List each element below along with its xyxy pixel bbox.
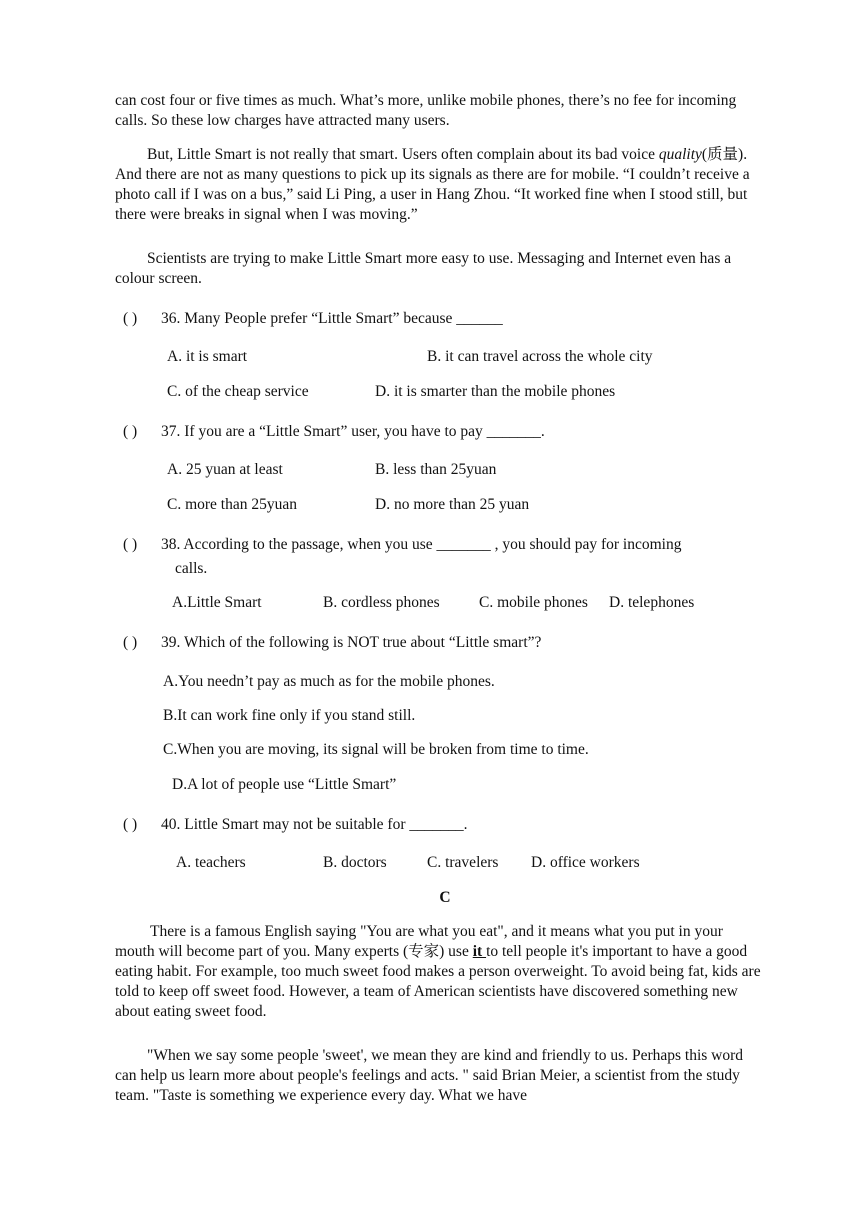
paragraph-2-text-end: (质量). And there are not as many questions to pick up its signals as there are for mobile. “I couldn’t receive a photo call if I was on a bus,” said Li Ping, a user in Hang Zhou. “It worked fine when I stood still, but there were breaks in signal when I was moving.” <box>115 146 750 223</box>
question-40-option-b: B. doctors <box>323 854 387 871</box>
question-36-stem: 36. Many People prefer “Little Smart” because ______ <box>161 310 503 327</box>
passage-b-paragraph-2 <box>115 145 765 225</box>
question-39 <box>123 633 763 653</box>
passage-b-paragraph-3: Scientists are trying to make Little Smart more easy to use. Messaging and Internet even has a colour screen. <box>115 250 732 287</box>
question-38 <box>123 535 763 555</box>
question-40 <box>123 815 763 835</box>
paragraph-1-text-start: There is a famous English saying "You are what you eat", and it means what you put in your mouth will become part of you. Many experts (专家) use <box>115 923 723 960</box>
question-40-option-c: C. travelers <box>427 854 499 871</box>
answer-blank-parens[interactable]: ( ) <box>123 536 138 553</box>
paragraph-1-text-end: to tell people it's important to have a good eating habit. For example, too much sweet food makes a person overweight. To avoid being fat, kids are told to keep off sweet food. However, a team of American scientists have discovered something new about eating sweet food. <box>115 943 761 1020</box>
passage-b-paragraph-1: can cost four or five times as much. What’s more, unlike mobile phones, there’s no fee for incoming calls. So these low charges have attracted many users. <box>115 92 737 129</box>
italic-word-quality: quality <box>658 146 702 163</box>
answer-blank-parens[interactable]: ( ) <box>123 423 138 440</box>
question-37-option-d: D. no more than 25 yuan <box>375 496 530 513</box>
section-c-heading: C <box>439 889 451 906</box>
question-37-option-b: B. less than 25yuan <box>375 461 497 478</box>
question-39-option-a: A.You needn’t pay as much as for the mobile phones. <box>163 673 495 690</box>
question-36-option-c: C. of the cheap service <box>167 383 309 400</box>
question-37-option-a: A. 25 yuan at least <box>167 461 283 478</box>
section-c-paragraph-2: "When we say some people 'sweet', we mean they are kind and friendly to us. Perhaps this word can help us learn more about people's feelings and acts. " said Brian Meier, a scientist from the study team. "Taste is something we experience every day. What we have <box>115 1047 744 1104</box>
question-38-option-d: D. telephones <box>609 594 695 611</box>
question-38-stem-continued: calls. <box>175 560 208 577</box>
question-39-option-b: B.It can work fine only if you stand still. <box>163 707 416 724</box>
question-37-stem: 37. If you are a “Little Smart” user, you have to pay _______. <box>161 423 545 440</box>
paragraph-2-text-start: But, Little Smart is not really that smart. Users often complain about its bad voice <box>147 146 659 163</box>
question-36 <box>123 309 763 329</box>
answer-blank-parens[interactable]: ( ) <box>123 634 138 651</box>
question-39-stem: 39. Which of the following is NOT true about “Little smart”? <box>161 634 542 651</box>
question-36-option-d: D. it is smarter than the mobile phones <box>375 383 616 400</box>
answer-blank-parens[interactable]: ( ) <box>123 310 138 327</box>
question-38-stem: 38. According to the passage, when you use _______ , you should pay for incoming <box>161 536 682 553</box>
question-39-option-c: C.When you are moving, its signal will be broken from time to time. <box>163 741 589 758</box>
question-36-option-a: A. it is smart <box>167 348 248 365</box>
section-c-paragraph-1 <box>115 922 765 1022</box>
question-39-option-d: D.A lot of people use “Little Smart” <box>172 776 397 793</box>
question-40-option-d: D. office workers <box>531 854 640 871</box>
answer-blank-parens[interactable]: ( ) <box>123 816 138 833</box>
question-38-option-b: B. cordless phones <box>323 594 440 611</box>
question-37-option-c: C. more than 25yuan <box>167 496 298 513</box>
question-38-option-c: C. mobile phones <box>479 594 588 611</box>
question-40-stem: 40. Little Smart may not be suitable for _______. <box>161 816 468 833</box>
question-36-option-b: B. it can travel across the whole city <box>427 348 653 365</box>
question-40-option-a: A. teachers <box>176 854 246 871</box>
underlined-word-it: it <box>472 943 487 960</box>
question-37 <box>123 422 763 442</box>
question-38-option-a: A.Little Smart <box>172 594 262 611</box>
